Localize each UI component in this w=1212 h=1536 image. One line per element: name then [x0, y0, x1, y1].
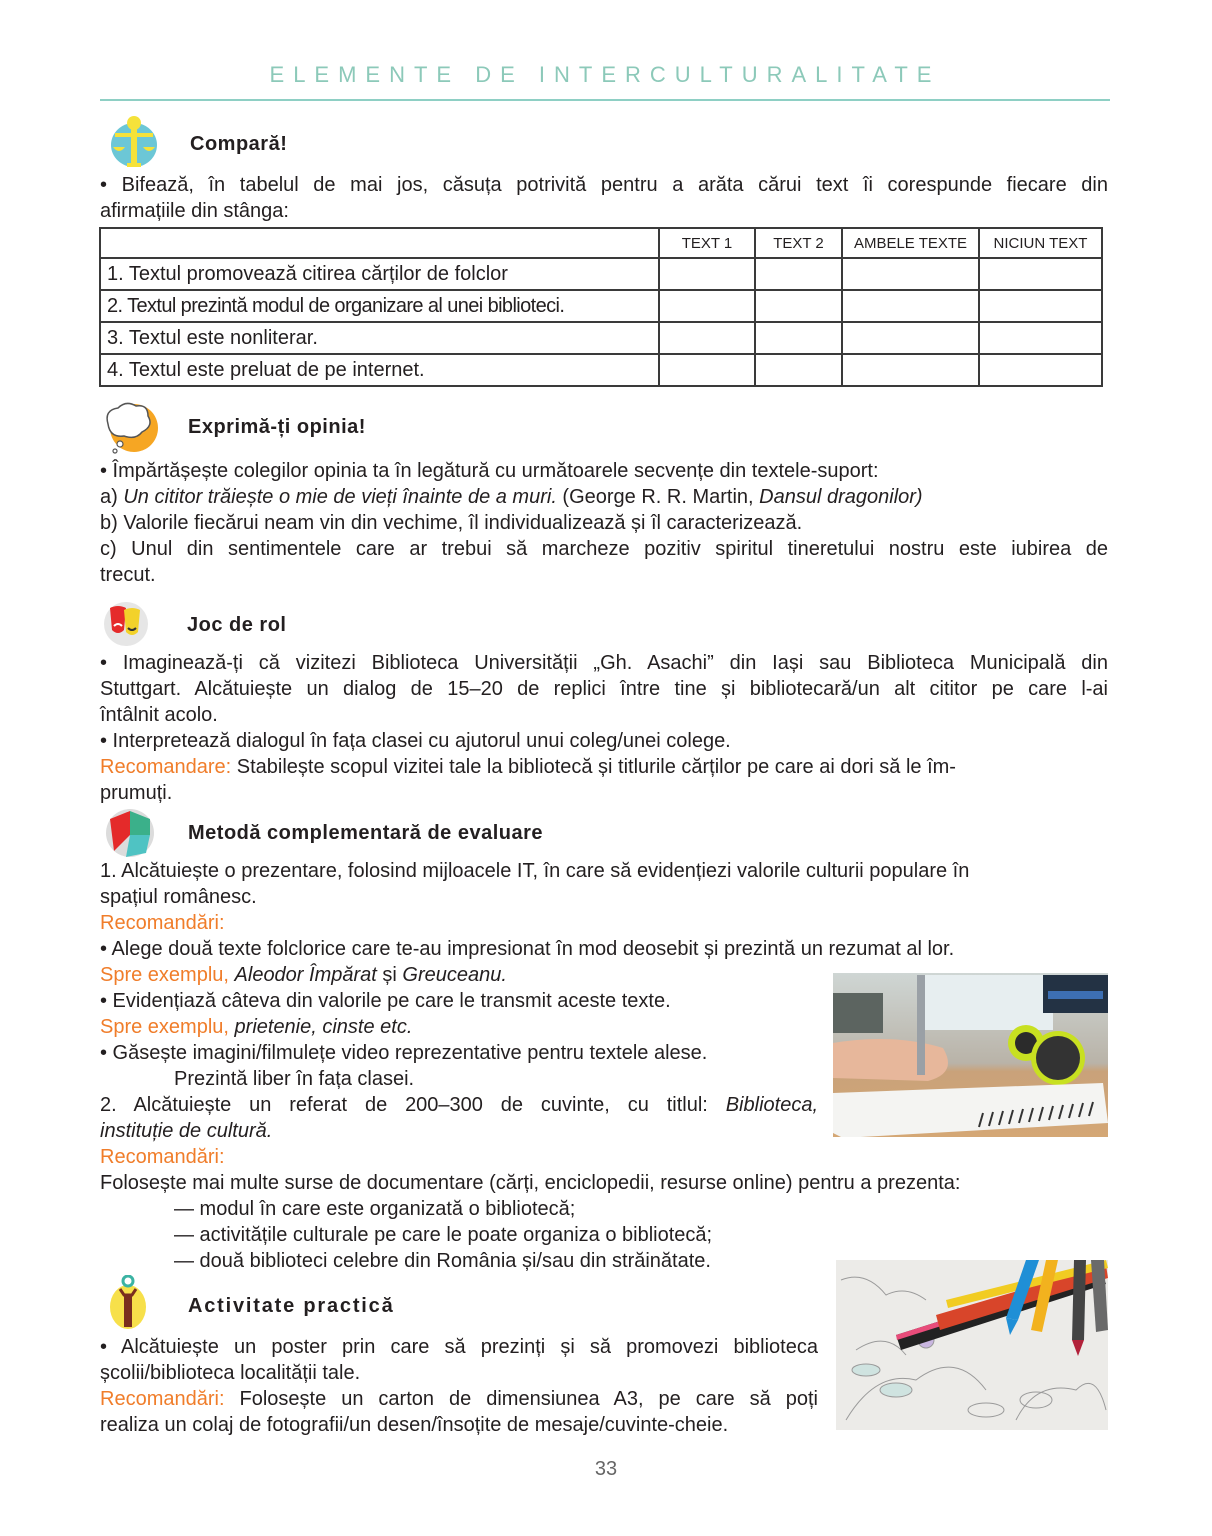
item-a-quote: Un cititor trăiește o mie de vieți înainte de a muri. [123, 486, 557, 508]
checkbox-cell-both[interactable] [842, 258, 979, 290]
figure-with-gear-icon [102, 1275, 164, 1331]
puzzle-gear-icon [102, 805, 164, 861]
column-header-both: AMBELE TEXTE [842, 228, 979, 258]
header-divider [100, 99, 1110, 101]
practical-p1: • Alcătuiește un poster prin care să prezinți și să promovezi biblioteca [100, 1336, 818, 1358]
method-bullet-1: • Alege două texte folclorice care te-au impresionat în mod deosebit și prezintă un rezumat al lor. [100, 938, 955, 960]
checkbox-cell-text2[interactable] [755, 258, 842, 290]
opinion-item-c-cont: trecut. [100, 564, 156, 586]
recommendations-label-1: Recomandări: [100, 912, 225, 934]
page-header-title: ELEMENTE DE INTERCULTURALITATE [269, 62, 941, 87]
table-row [100, 258, 1102, 290]
comparison-table [99, 227, 1103, 387]
method-item2 [100, 1092, 818, 1118]
example-conjunction: și [376, 964, 403, 986]
method-item1: 1. Alcătuiește o prezentare, folosind mijloacele IT, în care să evidențiezi valorile culturii populare în [100, 860, 970, 882]
roleplay-p1-end: întâlnit acolo. [100, 704, 218, 726]
roleplay-recommendation [100, 754, 1108, 780]
method-item2-title-cont: instituție de cultură. [100, 1120, 273, 1142]
table-row [100, 322, 1102, 354]
theater-masks-icon [100, 598, 162, 654]
item-a-label: a) [100, 486, 124, 508]
roleplay-p2: • Interpretează dialogul în fața clasei cu ajutorul unui coleg/unei colege. [100, 730, 731, 752]
checkbox-cell-text2[interactable] [755, 290, 842, 322]
compare-instruction: • Bifează, în tabelul de mai jos, căsuța potrivită pentru a arăta cărui text îi corespunde fiecare din [100, 174, 1108, 196]
recommendation-label: Recomandare: [100, 756, 232, 778]
column-header-none: NICIUN TEXT [979, 228, 1102, 258]
method-bullet-3: • Găsește imagini/filmulețe video reprezentative pentru textele alese. [100, 1042, 708, 1064]
checkbox-cell-none[interactable] [979, 322, 1102, 354]
opinion-item-b: b) Valorile fiecărui neam vin din vechime, îl individualizează și îl caracterizează. [100, 512, 803, 534]
writing-in-notebook-photo [833, 973, 1108, 1137]
table-header-row [100, 228, 1102, 258]
example-title-2: Greuceanu. [402, 964, 507, 986]
practical-recommendation-cont: realiza un colaj de fotografii/un desen/însoțite de mesaje/cuvinte-cheie. [100, 1414, 729, 1436]
table-header-empty [100, 228, 659, 258]
statement-cell: 3. Textul este nonliterar. [100, 322, 659, 354]
checkbox-cell-text1[interactable] [659, 258, 755, 290]
section-title-method: Metodă complementară de evaluare [188, 822, 544, 844]
recommendation-label: Recomandări: [100, 1388, 225, 1410]
section-title-opinion: Exprimă-ți opinia! [188, 416, 366, 438]
checkbox-cell-none[interactable] [979, 290, 1102, 322]
recommendations-label-2: Recomandări: [100, 1146, 225, 1168]
table-row [100, 354, 1102, 386]
checkbox-cell-text2[interactable] [755, 322, 842, 354]
example-label: Spre exemplu, [100, 964, 229, 986]
checkbox-cell-both[interactable] [842, 290, 979, 322]
checkbox-cell-none[interactable] [979, 354, 1102, 386]
dash-item: — activitățile culturale pe care le poate organiza o bibliotecă; [174, 1224, 713, 1246]
method-bullet-3-cont: Prezintă liber în fața clasei. [174, 1068, 415, 1090]
recommendation-text: Stabilește scopul vizitei tale la bibliotecă și titlurile cărților pe care ai dori să le îm- [231, 756, 956, 778]
opinion-item-a [100, 484, 923, 510]
item-a-book-title: Dansul dragonilor) [759, 486, 923, 508]
roleplay-p1: • Imaginează-ți că vizitezi Biblioteca Universității „Gh. Asachi” din Iași sau Biblioteca Municipală din [100, 652, 1108, 674]
section-title-practical: Activitate practică [188, 1295, 395, 1317]
checkbox-cell-none[interactable] [979, 258, 1102, 290]
practical-p1-cont: școlii/biblioteca localității tale. [100, 1362, 361, 1384]
checkbox-cell-text1[interactable] [659, 322, 755, 354]
method-bullet-2: • Evidențiază câteva din valorile pe care le transmit aceste texte. [100, 990, 671, 1012]
example-title-1: Aleodor Împărat [234, 964, 377, 986]
example-label: Spre exemplu, [100, 1016, 229, 1038]
dash-item: — două biblioteci celebre din România și/sau din străinătate. [174, 1250, 711, 1272]
method-item1-cont: spațiul românesc. [100, 886, 257, 908]
practical-recommendation [100, 1386, 818, 1412]
checkbox-cell-text1[interactable] [659, 354, 755, 386]
opinion-intro: • Împărtășește colegilor opinia ta în legătură cu următoarele secvențe din textele-suport: [100, 460, 879, 482]
statement-cell: 2. Textul prezintă modul de organizare al unei biblioteci. [100, 290, 659, 322]
scales-icon [103, 113, 165, 169]
compare-instruction-cont: afirmațiile din stânga: [100, 200, 289, 222]
item2-title: Biblioteca, [725, 1094, 818, 1116]
method-rec2-intro: Folosește mai multe surse de documentare (cărți, enciclopedii, resurse online) pentru a prezenta: [100, 1172, 961, 1194]
colored-pencils-coloring-book-photo [836, 1260, 1108, 1430]
checkbox-cell-both[interactable] [842, 354, 979, 386]
column-header-text2: TEXT 2 [755, 228, 842, 258]
thought-bubble-icon [100, 400, 162, 456]
statement-cell: 4. Textul este preluat de pe internet. [100, 354, 659, 386]
table-row [100, 290, 1102, 322]
recommendation-text: Folosește un carton de dimensiunea A3, pe care să poți [224, 1388, 818, 1410]
roleplay-p1-cont: Stuttgart. Alcătuiește un dialog de 15–20 de replici între tine și bibliotecară/un alt cititor pe care l-ai [100, 678, 1108, 700]
item2-text: 2. Alcătuiește un referat de 200–300 de cuvinte, cu titlul: [100, 1094, 726, 1116]
method-example-2 [100, 1014, 412, 1040]
checkbox-cell-text1[interactable] [659, 290, 755, 322]
example-values: prietenie, cinste etc. [234, 1016, 413, 1038]
section-title-compare: Compară! [190, 133, 288, 155]
opinion-item-c: c) Unul din sentimentele care ar trebui să marcheze pozitiv spiritul tineretului nostru este iubirea de [100, 538, 1108, 560]
section-title-roleplay: Joc de rol [187, 614, 287, 636]
roleplay-recommendation-cont: prumuți. [100, 782, 173, 804]
item-a-source: (George R. R. Martin, [556, 486, 760, 508]
statement-cell: 1. Textul promovează citirea cărților de folclor [100, 258, 659, 290]
checkbox-cell-both[interactable] [842, 322, 979, 354]
column-header-text1: TEXT 1 [659, 228, 755, 258]
page-number: 33 [594, 1458, 618, 1480]
dash-item: — modul în care este organizată o bibliotecă; [174, 1198, 576, 1220]
method-example-1 [100, 962, 507, 988]
checkbox-cell-text2[interactable] [755, 354, 842, 386]
